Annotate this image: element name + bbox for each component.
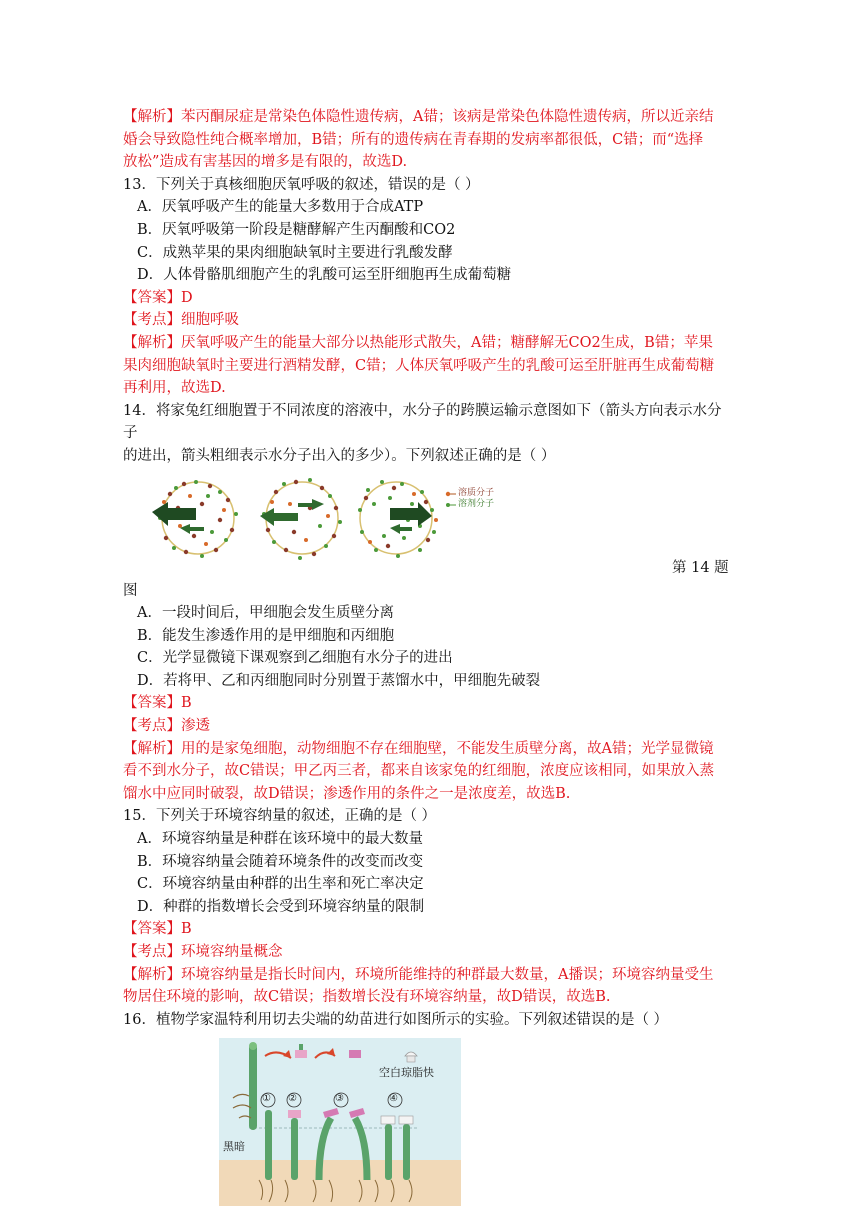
answer-option: A．厌氧呼吸产生的能量大多数用于合成ATP [137,199,424,216]
answer-option: B．厌氧呼吸第一阶段是糖酵解产生丙酮酸和CO2 [137,222,456,238]
legend-solute-label: 溶质分子 [458,488,495,498]
question-line: 的进出，箭头粗细表示水分子出入的多少）。下列叙述正确的是（ ） [123,448,556,464]
darkness-label: 黑暗 [223,1140,245,1153]
answer-analysis-line: 馏水中应同时破裂，故D错误；渗透作用的条件之一是浓度差，故选B. [123,785,571,802]
answer-analysis-line: 【解析】用的是家兔细胞，动物细胞不存在细胞壁，不能发生质壁分离，故A错；光学显微镜 [123,740,714,757]
answer-option: C．成熟苹果的果肉细胞缺氧时主要进行乳酸发酵 [137,244,453,261]
cell-bing [358,480,438,558]
answer-option: C．光学显微镜下课观察到乙细胞有水分子的进出 [137,650,453,667]
question-line: 15．下列关于环境容纳量的叙述，正确的是（ ） [123,808,437,825]
answer-analysis-line: 看不到水分子，故C错误；甲乙丙三者，都来自该家兔的红细胞，浓度应该相同，如果放入蒸 [123,763,715,780]
question-line: 13．下列关于真核细胞厌氧呼吸的叙述，错误的是（ ） [123,176,480,193]
label-2: ② [288,1093,297,1104]
legend-solvent-label: 溶剂分子 [458,499,495,509]
answer-analysis-line: 【考点】细胞呼吸 [123,312,239,329]
answer-analysis-line: 【解析】厌氧呼吸产生的能量大部分以热能形式散失，A错；糖酵解无CO2生成，B错；苹果 [123,335,713,351]
answer-option: C．环境容纳量由种群的出生率和死亡率决定 [137,876,424,893]
answer-analysis-line: 【考点】环境容纳量概念 [123,944,283,960]
cell-diagram [150,474,510,566]
answer-analysis-line: 【解析】苯丙酮尿症是常染色体隐性遗传病，A错；该病是常染色体隐性遗传病，所以近亲结 [123,109,714,125]
answer-analysis-line: 【考点】渗透 [123,718,210,734]
answer-option: A．环境容纳量是种群在该环境中的最大数量 [137,831,423,847]
answer-analysis-line: 婚会导致隐性纯合概率增加，B错；所有的遗传病在青春期的发病率都很低，C错；而“选择 [123,131,704,148]
answer-analysis-line: 【答案】D [123,289,193,306]
answer-option: A．一段时间后，甲细胞会发生质壁分离 [137,605,394,621]
question-line: 14．将家兔红细胞置于不同浓度的溶液中，水分子的跨膜运输示意图如下（箭头方向表示水分 [123,402,722,419]
label-4: ④ [389,1093,398,1104]
figure-14-caption-left: 图 [123,583,138,599]
answer-option: B．环境容纳量会随着环境条件的改变而改变 [137,853,424,870]
answer-analysis-line: 放松”造成有害基因的增多是有限的，故选D. [123,154,408,171]
answer-option: D．人体骨骼肌细胞产生的乳酸可运至肝细胞再生成葡萄糖 [137,267,512,284]
answer-analysis-line: 【答案】B [123,695,192,712]
agar-block-label: 空白琼脂快 [379,1066,434,1079]
answer-option: B．能发生渗透作用的是甲细胞和丙细胞 [137,627,395,644]
figure-14-caption-right: 第 14 题 [672,560,729,576]
answer-analysis-line: 果肉细胞缺氧时主要进行酒精发酵，C错；人体厌氧呼吸产生的乳酸可运至肝脏再生成葡萄糖 [123,357,715,374]
answer-analysis-line: 【答案】B [123,921,192,938]
answer-analysis-line: 再利用，故选D. [123,380,226,397]
figure-14-osmosis-cells [150,474,510,566]
answer-option: D．若将甲、乙和丙细胞同时分别置于蒸馏水中，甲细胞先破裂 [137,672,541,689]
answer-analysis-line: 【解析】环境容纳量是指长时间内，环境所能维持的种群最大数量，A播误；环境容纳量受生 [123,966,714,983]
cell-jia [152,480,238,558]
figure-16-went-experiment [219,1038,461,1206]
answer-option: D．种群的指数增长会受到环境容纳量的限制 [137,898,425,915]
label-1: ① [262,1093,271,1104]
question-line: 子 [123,425,138,442]
answer-analysis-line: 物居住环境的影响，故C错误；指数增长没有环境容纳量，故D错误，故选B. [123,989,611,1006]
label-3: ③ [335,1093,344,1104]
seedling-tip [249,1042,257,1130]
cell-yi [260,478,342,560]
question-line: 16．植物学家温特利用切去尖端的幼苗进行如图所示的实验。下列叙述错误的是（ ） [123,1011,669,1028]
figure-legend [446,492,456,507]
